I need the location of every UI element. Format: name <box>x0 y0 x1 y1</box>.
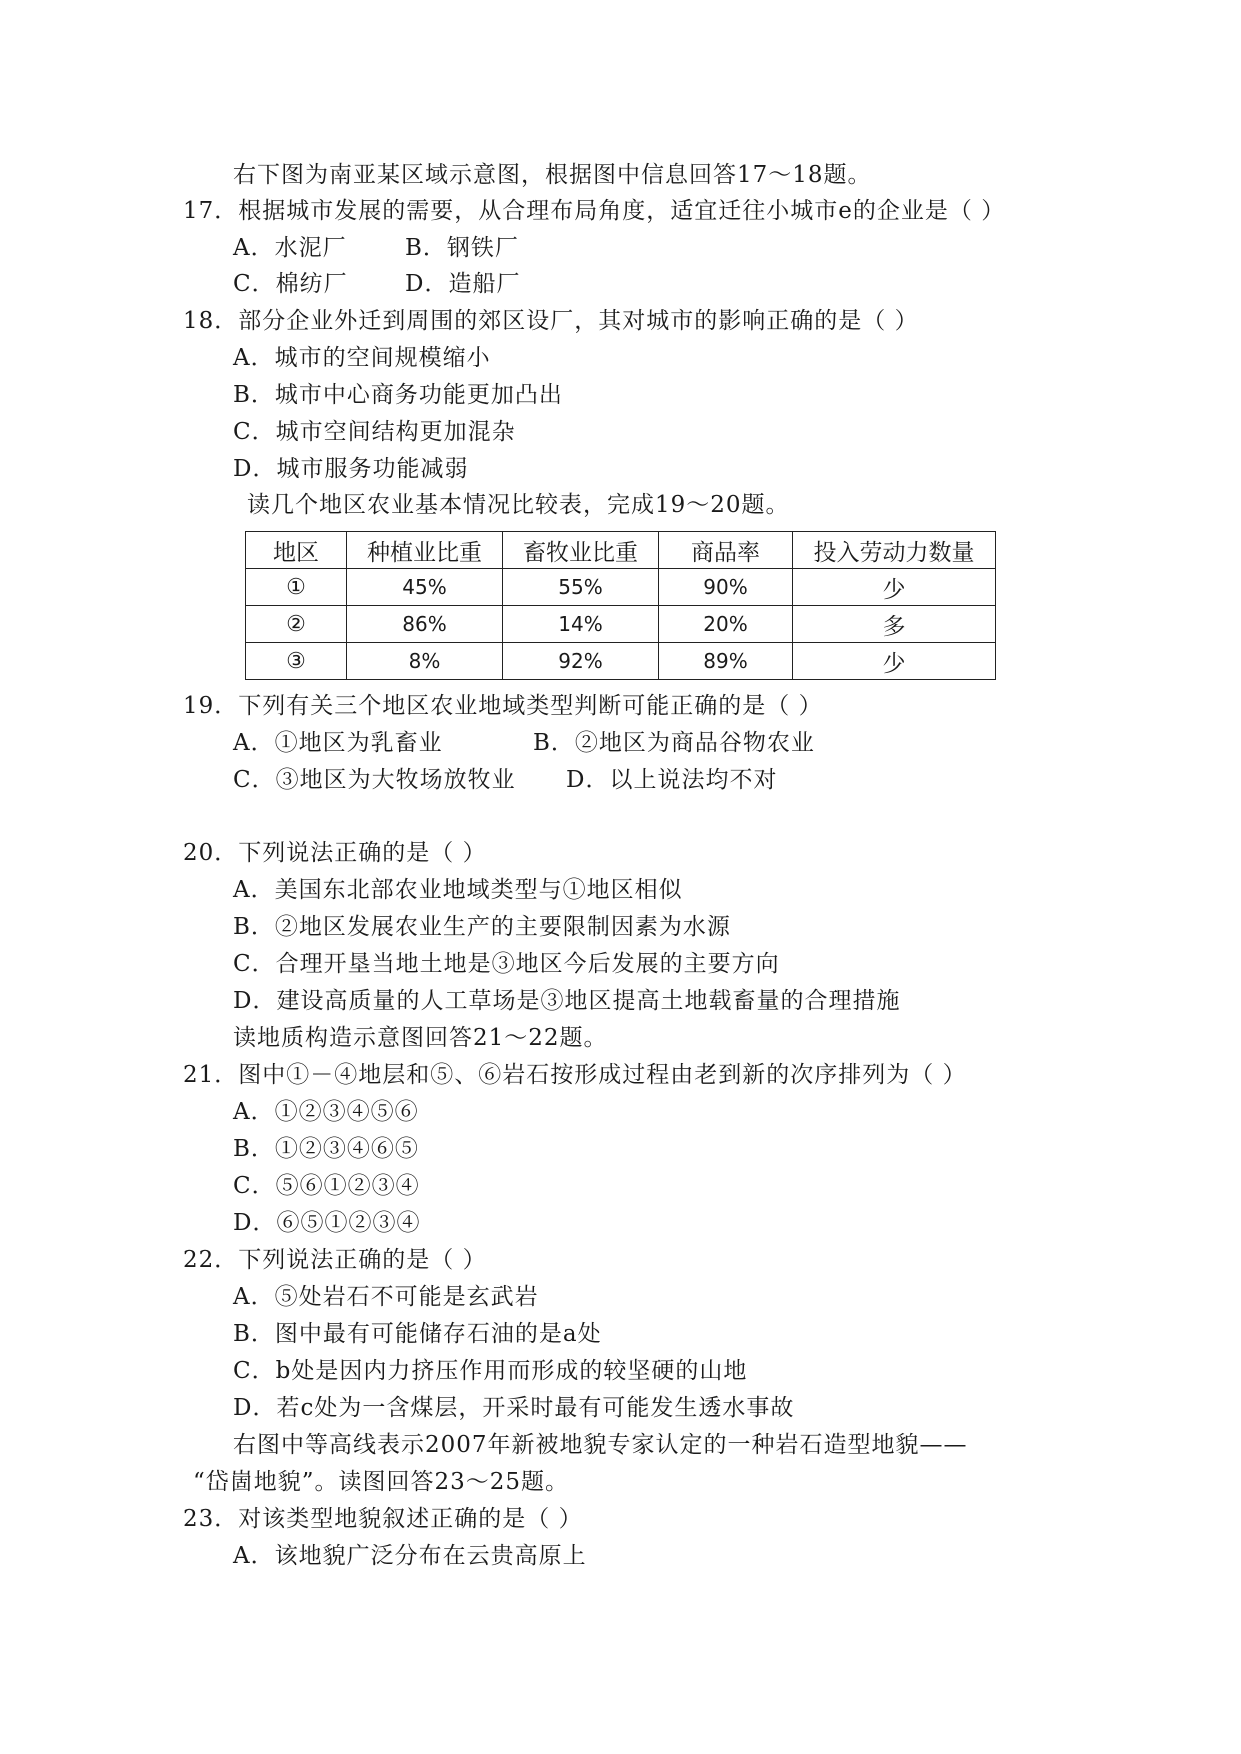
options-row-17-1 <box>233 233 519 263</box>
option-d: D．造船厂 <box>405 271 521 297</box>
question-number: 17． <box>183 198 239 224</box>
option-c: C．③地区为大牧场放牧业 <box>233 767 516 793</box>
option-d: D．若c处为一含煤层，开采时最有可能发生透水事故 <box>233 1395 795 1421</box>
option-b: B．①②③④⑥⑤ <box>233 1136 419 1162</box>
question-stem: 下列说法正确的是（ ） <box>238 1247 487 1273</box>
table-cell: 多 <box>793 606 996 643</box>
intro-23-25-line1: 右图中等高线表示2007年新被地貌专家认定的一种岩石造型地貌—— <box>233 1432 968 1458</box>
table-row <box>246 569 996 606</box>
table-cell: 少 <box>793 569 996 606</box>
table-cell: ② <box>246 606 347 643</box>
option-c: C．合理开垦当地土地是③地区今后发展的主要方向 <box>233 951 780 977</box>
intro-23-25-line2: “岱崮地貌”。读图回答23～25题。 <box>193 1469 570 1495</box>
option-b: B．②地区发展农业生产的主要限制因素为水源 <box>233 914 731 940</box>
question-stem: 图中①－④地层和⑤、⑥岩石按形成过程由老到新的次序排列为（ ） <box>238 1062 967 1088</box>
option-c: C．城市空间结构更加混杂 <box>233 419 516 445</box>
option-a: A．①地区为乳畜业 <box>233 730 443 756</box>
option-c: C．⑤⑥①②③④ <box>233 1173 420 1199</box>
question-stem: 部分企业外迁到周围的郊区设厂，其对城市的影响正确的是（ ） <box>238 308 919 334</box>
question-19 <box>183 691 823 721</box>
table-header: 商品率 <box>659 532 793 569</box>
table-cell: 少 <box>793 643 996 680</box>
question-stem: 对该类型地貌叙述正确的是（ ） <box>238 1506 583 1532</box>
question-stem: 根据城市发展的需要，从合理布局角度，适宜迁往小城市e的企业是（ ） <box>238 198 1006 224</box>
option-a: A．美国东北部农业地域类型与①地区相似 <box>233 877 683 903</box>
table-cell: 92% <box>503 643 659 680</box>
option-c: C．b处是因内力挤压作用而形成的较坚硬的山地 <box>233 1358 748 1384</box>
table-header: 畜牧业比重 <box>503 532 659 569</box>
table-cell: ③ <box>246 643 347 680</box>
agriculture-comparison-table <box>245 531 996 680</box>
table-row <box>246 606 996 643</box>
table-header: 种植业比重 <box>347 532 503 569</box>
options-row-19-2 <box>233 765 777 795</box>
question-stem: 下列说法正确的是（ ） <box>238 840 487 866</box>
intro-21-22: 读地质构造示意图回答21～22题。 <box>233 1025 608 1051</box>
options-row-17-2 <box>233 269 520 299</box>
table-cell: 55% <box>503 569 659 606</box>
table-cell: 14% <box>503 606 659 643</box>
question-number: 21． <box>183 1062 239 1088</box>
option-a: A．①②③④⑤⑥ <box>233 1099 419 1125</box>
table-row <box>246 643 996 680</box>
table-cell: 90% <box>659 569 793 606</box>
question-number: 20． <box>183 840 239 866</box>
options-row-19-1 <box>233 728 815 758</box>
table-header: 投入劳动力数量 <box>793 532 996 569</box>
table-cell: 86% <box>347 606 503 643</box>
question-number: 22． <box>183 1247 239 1273</box>
question-stem: 下列有关三个地区农业地域类型判断可能正确的是（ ） <box>238 693 823 719</box>
option-b: B．钢铁厂 <box>405 235 519 261</box>
option-a: A．⑤处岩石不可能是玄武岩 <box>233 1284 539 1310</box>
question-number: 19． <box>183 693 239 719</box>
option-d: D．⑥⑤①②③④ <box>233 1210 421 1236</box>
option-d: D．城市服务功能减弱 <box>233 456 469 482</box>
option-c: C．棉纺厂 <box>233 271 348 297</box>
table-cell: 45% <box>347 569 503 606</box>
table-cell: ① <box>246 569 347 606</box>
table-cell: 20% <box>659 606 793 643</box>
intro-17-18: 右下图为南亚某区域示意图，根据图中信息回答17～18题。 <box>233 162 872 188</box>
table-cell: 8% <box>347 643 503 680</box>
table-header: 地区 <box>246 532 347 569</box>
intro-19-20: 读几个地区农业基本情况比较表，完成19～20题。 <box>247 492 790 518</box>
option-b: B．城市中心商务功能更加凸出 <box>233 382 563 408</box>
option-d: D．以上说法均不对 <box>566 767 778 793</box>
option-a: A．该地貌广泛分布在云贵高原上 <box>233 1543 587 1569</box>
question-23 <box>183 1504 583 1534</box>
question-18 <box>183 306 919 336</box>
question-21 <box>183 1060 967 1090</box>
option-d: D．建设高质量的人工草场是③地区提高土地载畜量的合理措施 <box>233 988 901 1014</box>
question-number: 18． <box>183 308 239 334</box>
option-b: B．图中最有可能储存石油的是a处 <box>233 1321 602 1347</box>
question-22 <box>183 1245 487 1275</box>
question-20 <box>183 838 487 868</box>
option-b: B．②地区为商品谷物农业 <box>533 730 815 756</box>
option-a: A．水泥厂 <box>233 235 347 261</box>
question-number: 23． <box>183 1506 239 1532</box>
table-header-row <box>246 532 996 569</box>
question-17 <box>183 196 1005 226</box>
table-cell: 89% <box>659 643 793 680</box>
option-a: A．城市的空间规模缩小 <box>233 345 491 371</box>
